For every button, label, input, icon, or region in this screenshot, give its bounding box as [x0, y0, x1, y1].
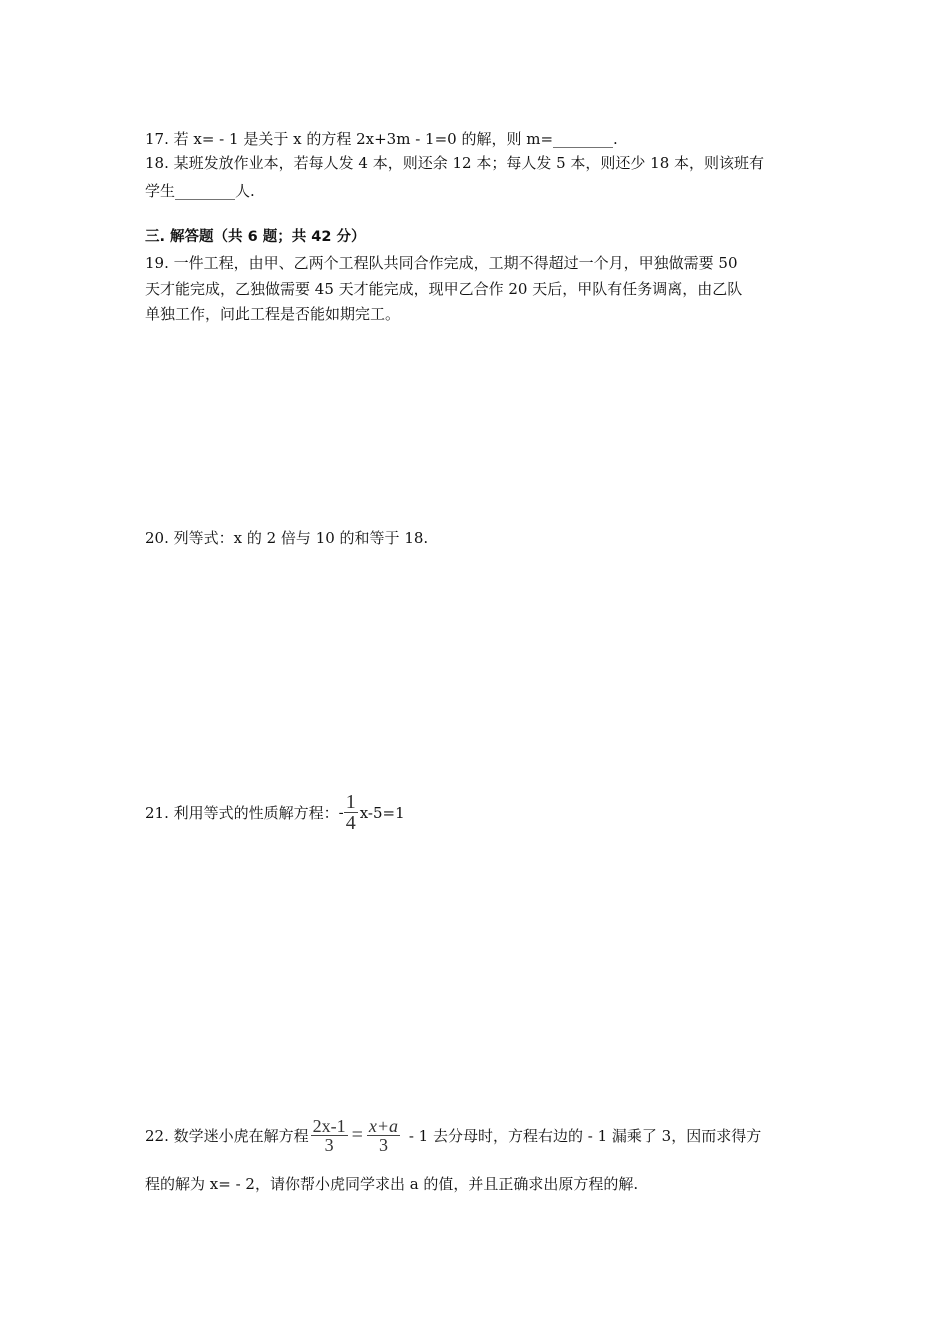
- fraction-one-quarter: [344, 792, 358, 833]
- fraction-lhs-numerator: 2x-1: [312, 1116, 346, 1136]
- fraction-numerator: 1: [345, 791, 356, 813]
- question-18-line-2: 学生________人.: [145, 182, 255, 200]
- question-22-suffix: - 1 去分母时，方程右边的 - 1 漏乘了 3，因而求得方: [404, 1127, 762, 1145]
- question-19-line-2: 天才能完成，乙独做需要 45 天才能完成，现甲乙合作 20 天后，甲队有任务调离，由乙队: [145, 280, 743, 298]
- section-3-heading: 三. 解答题（共 6 题；共 42 分）: [145, 229, 366, 245]
- fraction-denominator: 4: [345, 812, 356, 834]
- question-18-line-1: 18. 某班发放作业本，若每人发 4 本，则还余 12 本；每人发 5 本，则还少 18 本，则该班有: [145, 154, 765, 172]
- question-17: 17. 若 x= - 1 是关于 x 的方程 2x+3m - 1=0 的解，则 m=________.: [145, 130, 618, 148]
- question-19-line-3: 单独工作，问此工程是否能如期完工。: [145, 305, 401, 323]
- fraction-rhs-denominator: 3: [378, 1135, 388, 1155]
- fraction-lhs-denominator: 3: [324, 1135, 334, 1155]
- fraction-lhs: [311, 1117, 348, 1154]
- fraction-rhs: [367, 1117, 400, 1154]
- equals-sign: =: [351, 1124, 363, 1146]
- question-21-suffix: x-5=1: [359, 803, 405, 822]
- question-22-line-1: [145, 1117, 761, 1154]
- fraction-rhs-numerator: x+a: [368, 1116, 399, 1136]
- question-19-line-1: 19. 一件工程，由甲、乙两个工程队共同合作完成，工期不得超过一个月，甲独做需要 50: [145, 254, 738, 272]
- question-20: 20. 列等式：x 的 2 倍与 10 的和等于 18.: [145, 529, 429, 547]
- question-21-prefix: 21. 利用等式的性质解方程：: [145, 804, 339, 822]
- question-21-minus: -: [338, 803, 344, 822]
- question-21: [145, 792, 405, 833]
- question-22-line-2: 程的解为 x= - 2，请你帮小虎同学求出 a 的值，并且正确求出原方程的解.: [145, 1175, 639, 1193]
- question-22-prefix: 22. 数学迷小虎在解方程: [145, 1127, 309, 1145]
